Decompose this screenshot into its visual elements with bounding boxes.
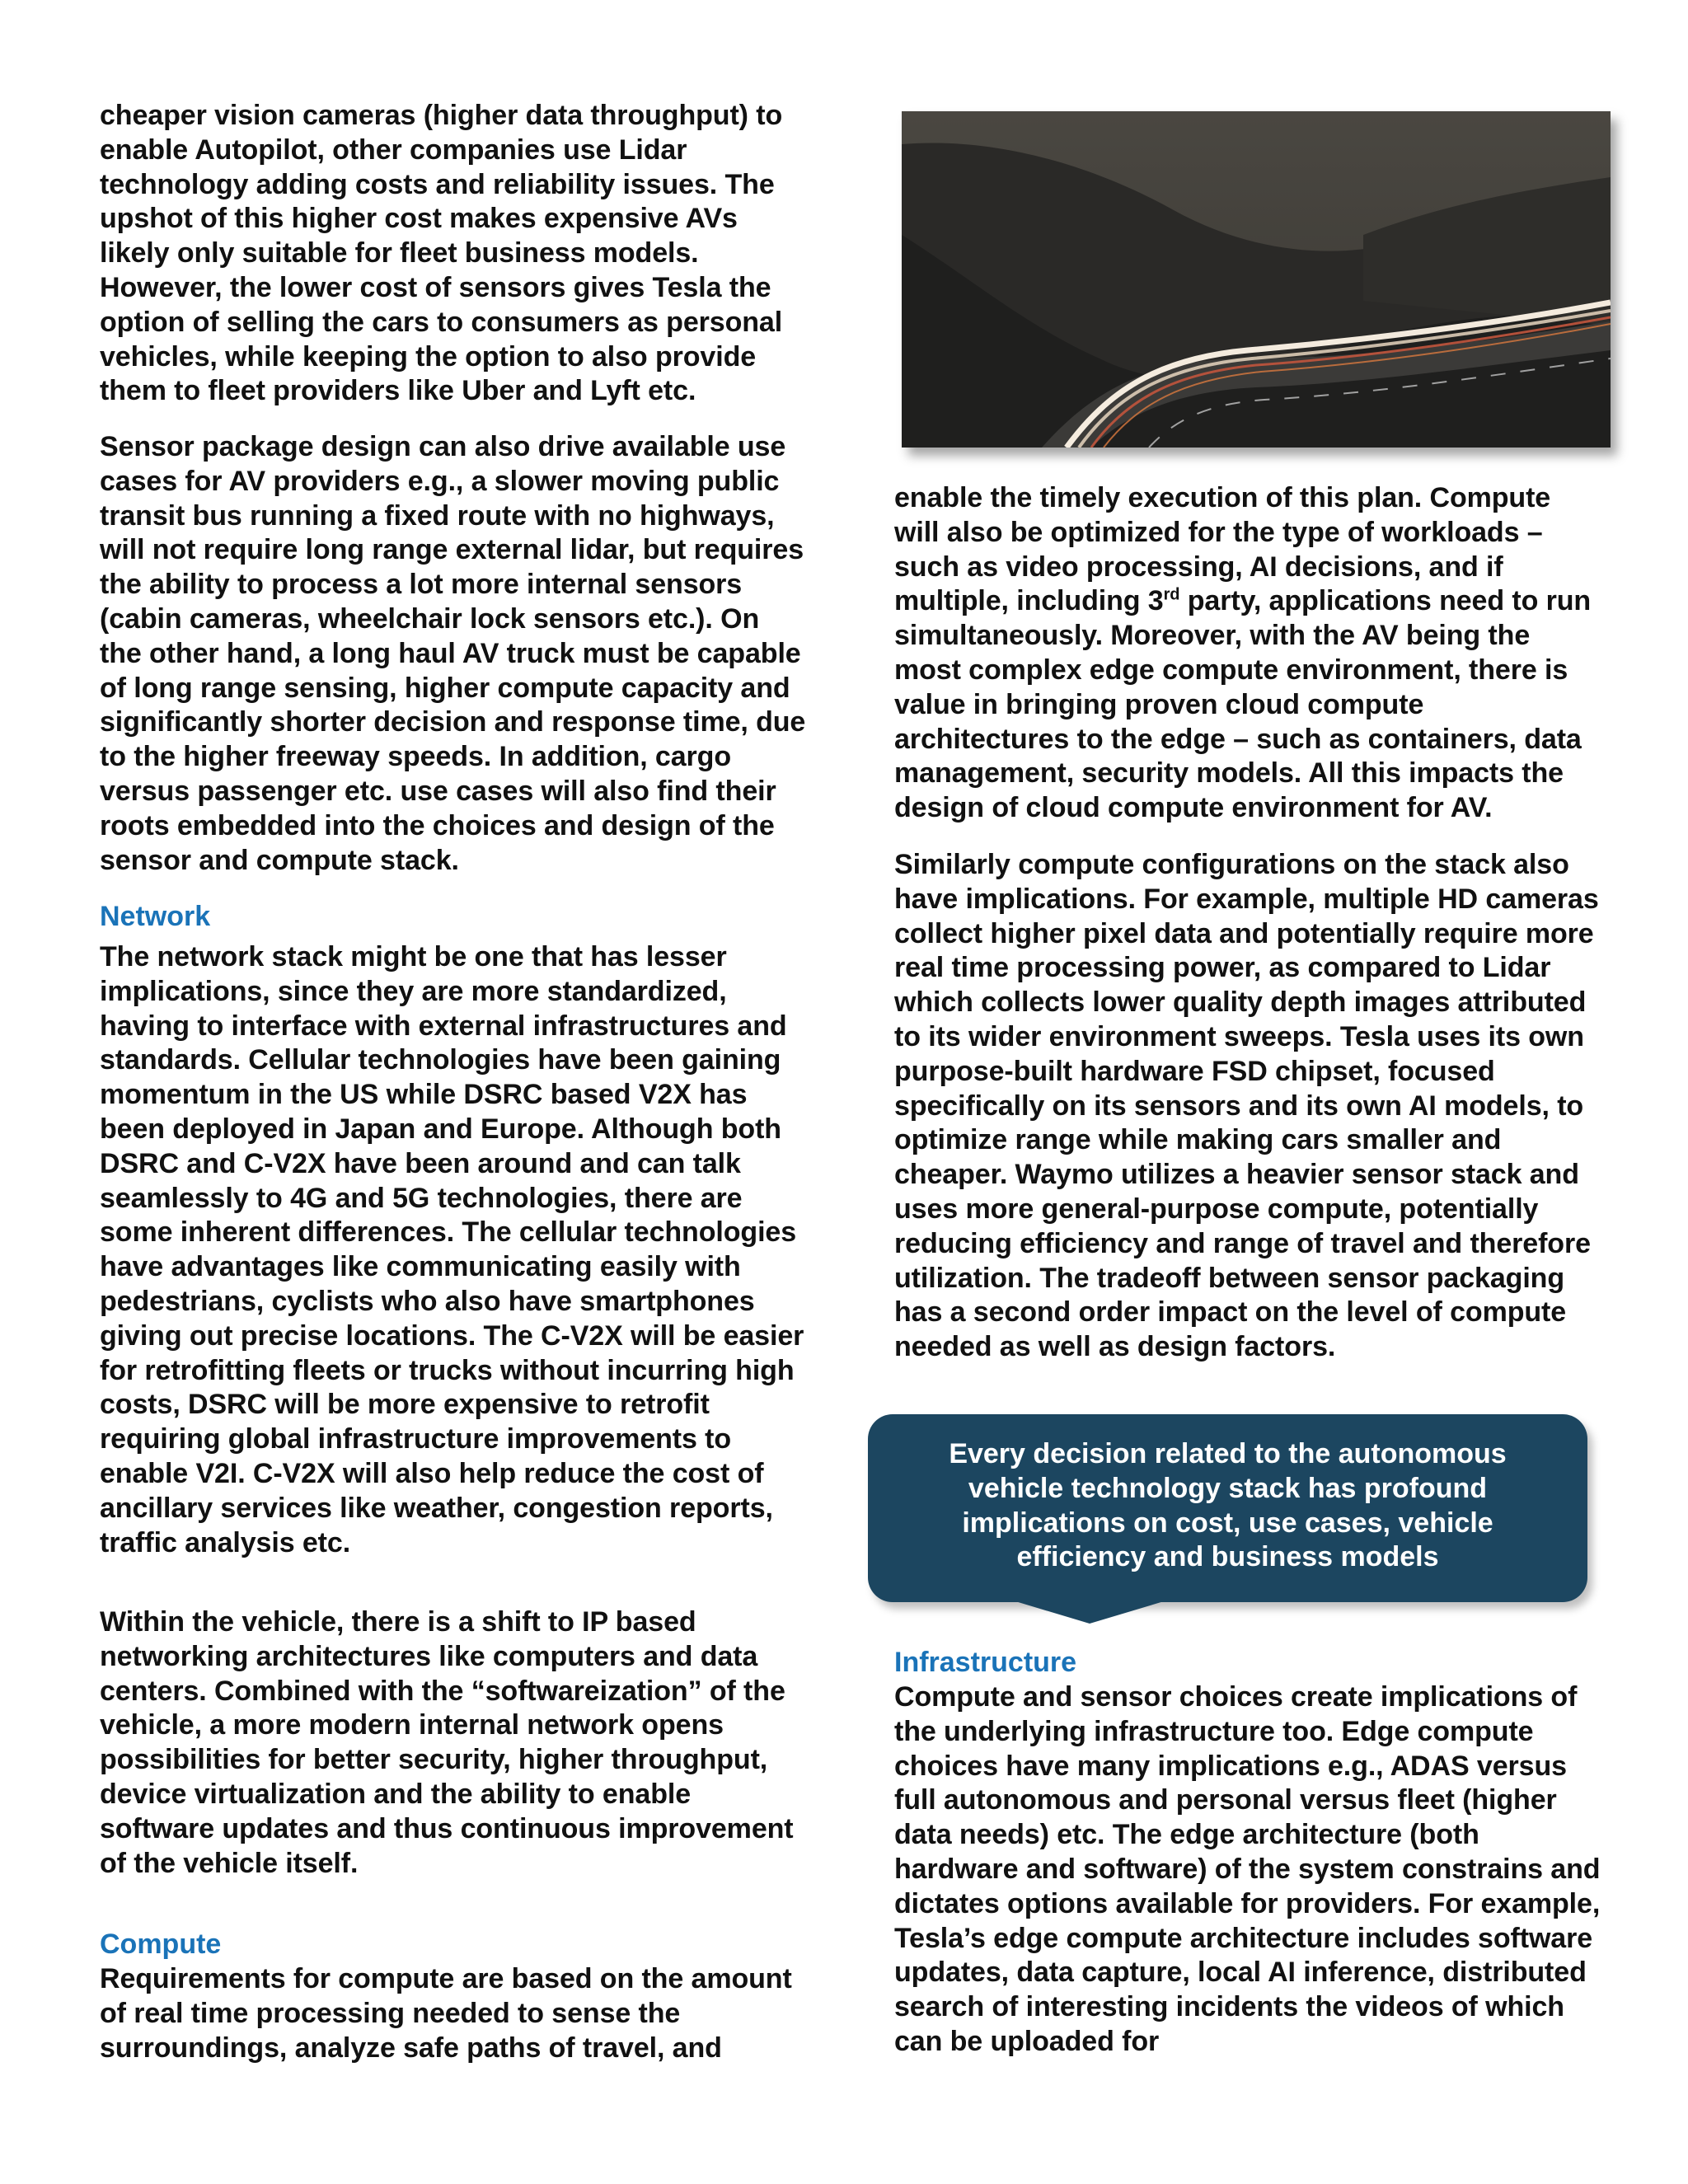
paragraph-network-stack: The network stack might be one that has lesser implications, since they are more standardized, having to interface with external infrastructures and standards. Cellular technologies have been gaining momentum in the US while DSRC based V2X has been deployed in Japan and Europe. Although both DSRC and C-V2X have been around and can talk seamlessly to 4G and 5G technologies, there are some inherent differences. The cellular technologies have advantages like communicating easily with pedestrians, cyclists who also have smartphones giving out precise locations. The C-V2X will be easier for retrofitting fleets or trucks without incurring high costs, DSRC will be more expensive to retrofit requiring global infrastructure improvements to enable V2I. C-V2X will also help reduce the cost of ancillary services like weather, congestion reports, traffic analysis etc. bbox=[100, 941, 804, 1558]
paragraph-compute-workloads bbox=[894, 481, 1601, 826]
heading-compute: Compute bbox=[100, 1929, 222, 1960]
pull-quote-callout bbox=[868, 1414, 1587, 1602]
paragraph-sensor-costs: cheaper vision cameras (higher data throughput) to enable Autopilot, other companies use Lidar technology adding costs and reliability issues. The upshot of this higher cost makes expensive AVs likely only suitable for fleet business models. However, the lower cost of sensors gives Tesla the option of selling the cars to consumers as personal vehicles, while keeping the option to also provide them to fleet providers like Uber and Lyft etc. bbox=[100, 100, 783, 407]
paragraph-compute-workloads-text-2: party, applications need to run simultaneously. Moreover, with the AV being the most complex edge compute environment, there is value in bringing proven cloud compute architectures to the edge – such as containers, data management, security models. All this impacts the design of cloud compute environment for AV. bbox=[894, 585, 1592, 824]
paragraph-compute-workloads-text-1: enable the timely execution of this plan. Compute will also be optimized for the type of workloads – such as video processing, AI decisions, and if multiple, including 3 bbox=[894, 482, 1551, 617]
paragraph-compute-configurations: Similarly compute configurations on the stack also have implications. For example, multiple HD cameras collect higher pixel data and potentially require more real time processing power, as compared to Lidar which collects lower quality depth images attributed to its wider environment sweeps. Tesla uses its own purpose-built hardware FSD chipset, focused specifically on its sensors and its own AI models, to optimize range while making cars smaller and cheaper. Waymo utilizes a heavier sensor stack and uses more general-purpose compute, potentially reducing efficiency and range of travel and therefore utilization. The tradeoff between sensor packaging has a second order impact on the level of compute needed as well as design factors. bbox=[894, 849, 1599, 1363]
heading-infrastructure: Infrastructure bbox=[894, 1647, 1077, 1678]
paragraph-sensor-package-design: Sensor package design can also drive available use cases for AV providers e.g., a slower moving public transit bus running a fixed route with no highways, will not require long range external lidar, but requires the ability to process a lot more internal sensors (cabin cameras, wheelchair lock sensors etc.). On the other hand, a long haul AV truck must be capable of long range sensing, higher compute capacity and significantly shorter decision and response time, due to the higher freeway speeds. In addition, cargo versus passenger etc. use cases will also find their roots embedded into the choices and design of the sensor and compute stack. bbox=[100, 431, 806, 876]
paragraph-ip-networking: Within the vehicle, there is a shift to IP based networking architectures like computers and data centers. Combined with the “softwareization” of the vehicle, a more modern internal network opens possibilities for better security, higher throughput, device virtualization and the ability to enable software updates and thus continuous improvement of the vehicle itself. bbox=[100, 1606, 794, 1879]
pull-quote-text: Every decision related to the autonomous vehicle technology stack has profound implications on cost, use cases, vehicle efficiency and business models bbox=[949, 1438, 1507, 1573]
paragraph-infrastructure: Compute and sensor choices create implications of the underlying infrastructure too. Edge compute choices have many implications e.g., ADAS versus full autonomous and personal versus fleet (higher data needs) etc. The edge architecture (both hardware and software) of the system constrains and dictates options available for providers. For example, Tesla’s edge compute architecture includes software updates, data capture, local AI inference, distributed search of interesting incidents the videos of which can be uploaded for bbox=[894, 1681, 1601, 2057]
heading-network: Network bbox=[100, 901, 211, 932]
road-light-trails-image bbox=[902, 111, 1611, 448]
ordinal-superscript: rd bbox=[1163, 586, 1180, 605]
road-light-trails-photo bbox=[902, 111, 1611, 448]
callout-pointer bbox=[1007, 1599, 1172, 1624]
paragraph-compute-requirements: Requirements for compute are based on the amount of real time processing needed to sense the surroundings, analyze safe paths of travel, and bbox=[100, 1963, 792, 2064]
